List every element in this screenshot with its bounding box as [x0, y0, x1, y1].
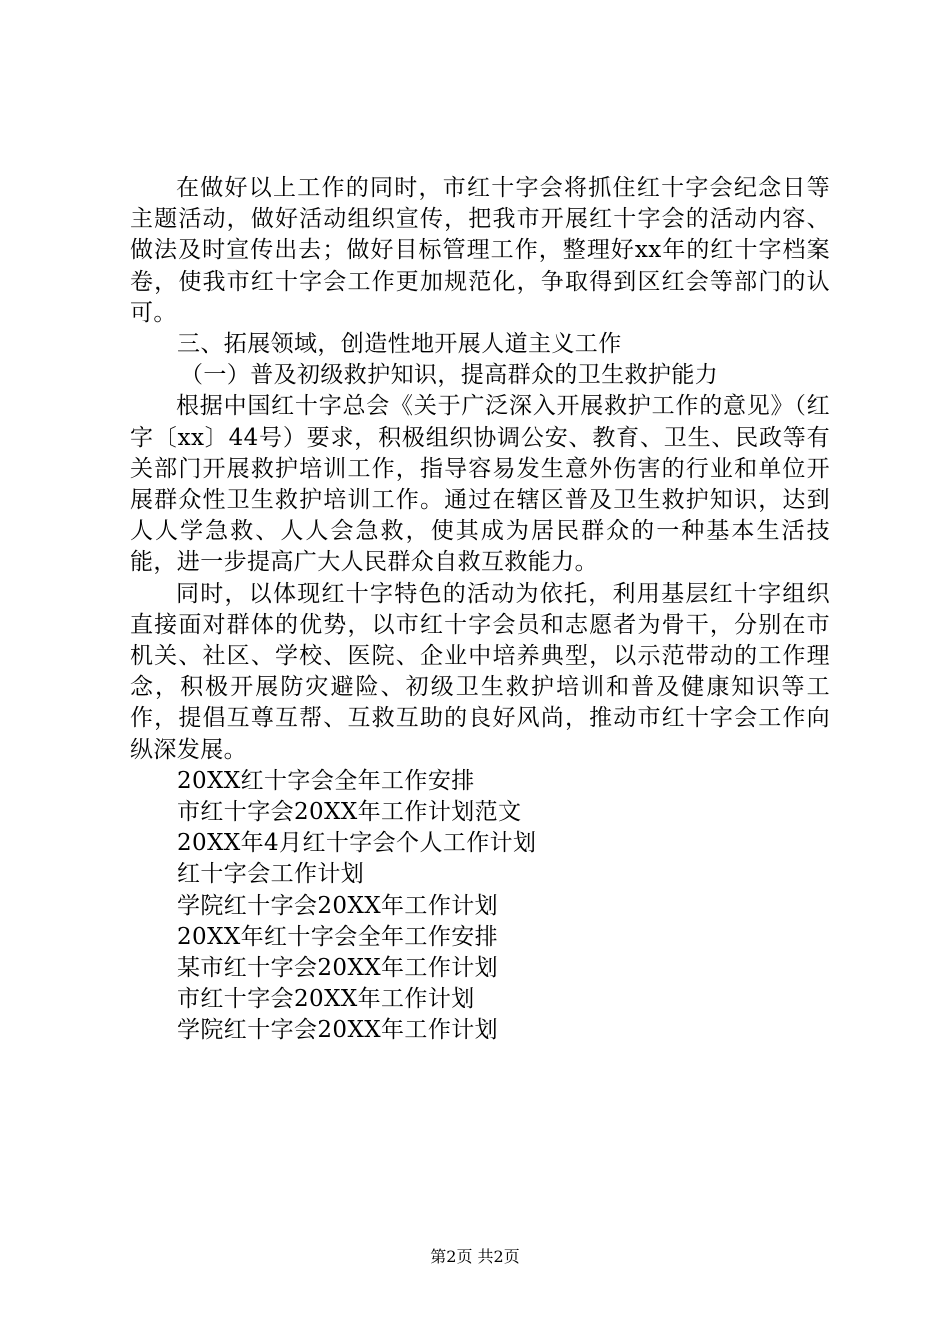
- subsection-paragraph: 根据中国红十字总会《关于广泛深入开展救护工作的意见》（红字〔xx〕44号）要求，积极组织协调公安、教育、卫生、民政等有关部门开展救护培训工作，指导容易发生意外伤害的行业和单位开展群众性卫生救护培训工作。通过在辖区普及卫生救护知识，达到人人学急救、人人会急救，使其成为居民群众的一种基本生活技能，进一步提高广大人民群众自救互救能力。: [130, 393, 830, 576]
- document-body: [130, 173, 830, 1047]
- related-article-link[interactable]: 市红十字会20XX年工作计划: [177, 986, 475, 1013]
- related-article-link[interactable]: 20XX年4月红十字会个人工作计划: [177, 830, 537, 857]
- page-footer-indicator: 第2页 共2页: [430, 1247, 520, 1266]
- related-article-link[interactable]: 学院红十字会20XX年工作计划: [177, 1017, 499, 1044]
- related-article-link[interactable]: 红十字会工作计划: [177, 861, 365, 888]
- related-article-link[interactable]: 市红十字会20XX年工作计划范文: [177, 799, 522, 826]
- related-article-link[interactable]: 学院红十字会20XX年工作计划: [177, 892, 499, 919]
- subsection-paragraph: 同时，以体现红十字特色的活动为依托，利用基层红十字组织直接面对群体的优势，以市红十字会员和志愿者为骨干，分别在市机关、社区、学校、医院、企业中培养典型，以示范带动的工作理念，积极开展防灾避险、初级卫生救护培训和普及健康知识等工作，提倡互尊互帮、互救互助的良好风尚，推动市红十字会工作向纵深发展。: [130, 580, 830, 763]
- section-heading: 三、拓展领域，创造性地开展人道主义工作: [177, 331, 622, 358]
- related-articles-list: [130, 766, 830, 1047]
- body-paragraph: 在做好以上工作的同时，市红十字会将抓住红十字会纪念日等主题活动，做好活动组织宣传，把我市开展红十字会的活动内容、做法及时宣传出去；做好目标管理工作，整理好xx年的红十字档案卷，使我市红十字会工作更加规范化，争取得到区红会等部门的认可。: [130, 175, 830, 326]
- subsection-heading: （一）普及初级救护知识，提高群众的卫生救护能力: [180, 362, 719, 389]
- related-article-link[interactable]: 20XX红十字会全年工作安排: [177, 767, 475, 794]
- related-article-link[interactable]: 20XX年红十字会全年工作安排: [177, 923, 499, 950]
- related-article-link[interactable]: 某市红十字会20XX年工作计划: [177, 955, 499, 982]
